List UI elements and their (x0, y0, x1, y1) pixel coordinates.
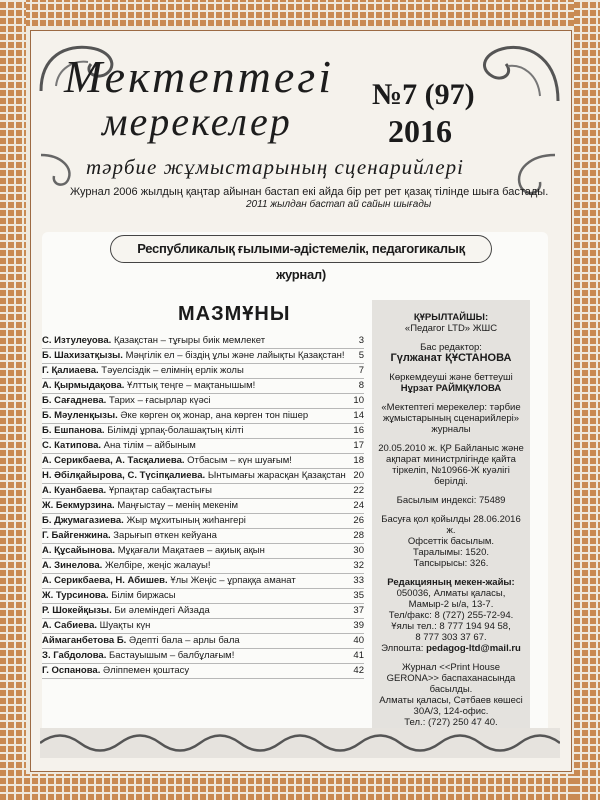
toc-article-title: Әліппемен қоштасу (103, 665, 190, 676)
toc-item (42, 424, 364, 439)
editor-label: Бас редактор: (420, 342, 482, 353)
toc-article-title: Тәуелсіздік – елімнің ерлік жолы (101, 365, 244, 376)
toc-author: Г. Қалиаева. (42, 365, 99, 376)
toc-item (42, 394, 364, 409)
address-mobile-2: 8 777 303 37 67. (415, 632, 487, 643)
print-type: Офсеттік басылым. (407, 536, 495, 547)
toc-article-title: Би әлеміндегі Айзада (114, 605, 210, 616)
toc-article-title: Қазақстан – тұғыры биік мемлекет (113, 335, 266, 346)
printer-address: Алматы қаласы, Сәтбаев көшесі 30А/3, 124-офис. (379, 695, 523, 717)
toc-item (42, 589, 364, 604)
toc-article-title: Ұрпақтар сабақтастығы (108, 485, 212, 496)
toc-item (42, 364, 364, 379)
masthead-title-line2: мерекелер (102, 99, 292, 144)
toc-article-title: Ұлы Жеңіс – ұрпаққа аманат (170, 575, 296, 586)
toc-page-number: 18 (353, 455, 364, 466)
toc-article-title: Мәңгілік ел – біздің ұлы және лайықты Қазақстан! (125, 350, 345, 361)
toc-page-number: 40 (353, 635, 364, 646)
toc-item (42, 379, 364, 394)
toc-author: Б. Джумагазиева. (42, 515, 124, 526)
masthead-subtitle: тәрбие жұмыстарының сценарийлері (86, 155, 464, 179)
toc-author: А. Серикбаева, Н. Абишев. (42, 575, 168, 586)
toc-author: А. Құсайынова. (42, 545, 116, 556)
toc-page-number: 3 (358, 335, 364, 346)
toc-list (42, 334, 364, 679)
toc-page-number: 26 (353, 515, 364, 526)
address-street: 050036, Алматы қаласы, Мамыр-2 ы/а, 13-7. (396, 588, 506, 610)
toc-author: С. Изтулеуова. (42, 335, 112, 346)
toc-page-number: 42 (353, 665, 364, 676)
printer-name: Журнал <<Print House GERONA>> баспаханасында басылды. (386, 662, 516, 695)
toc-article-title: Мұқағали Мақатаев – ақиық ақын (117, 545, 265, 556)
toc-item (42, 559, 364, 574)
toc-item (42, 409, 364, 424)
founder: «Педагог LTD» ЖШС (404, 323, 498, 334)
toc-article-title: Білімді ұрпақ-болашақтың кілті (107, 425, 244, 436)
print-order: Тапсырысы: 326. (413, 558, 489, 569)
toc-item (42, 469, 364, 484)
toc-article-title: Әдепті бала – арлы бала (128, 635, 240, 646)
designer-label: Көркемдеуші және беттеуші (389, 372, 513, 383)
toc-page-number: 28 (353, 530, 364, 541)
toc-item (42, 634, 364, 649)
address-mobile-1: Ұялы тел.: 8 777 194 94 58, (391, 621, 511, 632)
toc-article-title: Зарығып өткен кейуана (113, 530, 217, 541)
toc-author: Б. Сағаднева. (42, 395, 107, 406)
toc-author: Б. Шахизатқызы. (42, 350, 123, 361)
toc-item (42, 514, 364, 529)
toc-article-title: Ана тілім – айбыным (103, 440, 196, 451)
toc-page-number: 5 (358, 350, 364, 361)
toc-author: Ж. Бекмурзина. (42, 500, 115, 511)
email-address: pedagog-ltd@mail.ru (426, 643, 521, 654)
printer-phone: Тел.: (727) 250 47 40. (404, 717, 498, 728)
toc-page-number: 16 (353, 425, 364, 436)
toc-author: Р. Шокейқызы. (42, 605, 112, 616)
toc-item (42, 334, 364, 349)
toc-author: Н. Әбілқайырова, С. Түсіпқалиева. (42, 470, 206, 481)
toc-article-title: Шуақты күн (99, 620, 151, 631)
address-label: Редакцияның мекен-жайы: (387, 577, 515, 588)
toc-page-number: 20 (353, 470, 364, 481)
toc-item (42, 499, 364, 514)
toc-item (42, 544, 364, 559)
toc-item (42, 574, 364, 589)
subscription-index: Басылым индексі: 75489 (396, 495, 506, 506)
toc-article-title: Ынтымағы жарасқан Қазақстан (207, 470, 346, 481)
editor-name: Гүлжанат ҚҰСТАНОВА (390, 352, 512, 364)
toc-page-number: 24 (353, 500, 364, 511)
issue-year: 2016 (388, 113, 452, 149)
toc-article-title: Маңғыстау – менің мекенім (117, 500, 238, 511)
toc-page-number: 8 (358, 380, 364, 391)
registration-certificate: 20.05.2010 ж. ҚР Байланыс және ақпарат министрлігінде қайта тіркеліп, №10966-Ж куәлігі берілді. (378, 443, 524, 487)
toc-page-number: 37 (353, 605, 364, 616)
print-signed: Басуға қол қойылды 28.06.2016 ж. (381, 514, 521, 536)
toc-item (42, 664, 364, 679)
toc-author: А. Сабиева. (42, 620, 98, 631)
toc-article-title: Бастауышым – балбұлағым! (109, 650, 235, 661)
toc-item (42, 649, 364, 664)
toc-author: А. Зинелова. (42, 560, 103, 571)
address-phone: Тел/факс: 8 (727) 255-72-94. (388, 610, 514, 621)
toc-article-title: Білім биржасы (111, 590, 176, 601)
toc-item (42, 454, 364, 469)
toc-author: Ж. Турсинова. (42, 590, 109, 601)
imprint-panel (372, 300, 530, 740)
journal-type-banner: Республикалық ғылыми-әдістемелік, педагогикалық журнал) (110, 235, 492, 263)
toc-article-title: Желбіре, жеңіс жалауы! (104, 560, 211, 571)
toc-item (42, 529, 364, 544)
toc-article-title: Отбасым – күн шуағым! (187, 455, 292, 466)
print-run: Таралымы: 1520. (412, 547, 489, 558)
toc-author: А. Қырмыдақова. (42, 380, 125, 391)
toc-item (42, 349, 364, 364)
ornamental-border-top (0, 0, 600, 26)
toc-item (42, 619, 364, 634)
publication-note: Журнал 2006 жылдың қаңтар айынан бастап екі айда бір рет рет қазақ тілінде шыға бастады. (70, 186, 549, 198)
toc-item (42, 484, 364, 499)
frequency-note: 2011 жылдан бастап ай сайын шығады (246, 199, 432, 210)
toc-author: З. Габдолова. (42, 650, 107, 661)
toc-page-number: 41 (353, 650, 364, 661)
toc-page-number: 35 (353, 590, 364, 601)
toc-title: МАЗМҰНЫ (178, 303, 291, 325)
email-label: Элпошта: (381, 643, 424, 654)
toc-author: Аймаганбетова Б. (42, 635, 127, 646)
toc-page-number: 30 (353, 545, 364, 556)
toc-page-number: 22 (353, 485, 364, 496)
toc-article-title: Тарих – ғасырлар күәсі (108, 395, 211, 406)
toc-author: С. Катипова. (42, 440, 102, 451)
toc-author: Г. Байгенжина. (42, 530, 111, 541)
toc-article-title: Ұлттық теңге – мақтанышым! (127, 380, 256, 391)
masthead-title-line1: Мектептегі (64, 51, 334, 102)
founder-label: ҚҰРЫЛТАЙШЫ: (413, 312, 489, 323)
toc-author: Б. Мәуленқызы. (42, 410, 118, 421)
toc-page-number: 39 (353, 620, 364, 631)
toc-author: А. Серикбаева, А. Тасқалиева. (42, 455, 185, 466)
toc-page-number: 17 (353, 440, 364, 451)
toc-page-number: 14 (353, 410, 364, 421)
bottom-ornament-band-icon (40, 724, 560, 762)
ornamental-border-left (0, 0, 26, 800)
toc-page-number: 32 (353, 560, 364, 571)
ornamental-border-right (574, 0, 600, 800)
toc-article-title: Әке көрген оқ жонар, ана көрген тон пішер (120, 410, 309, 421)
toc-author: Б. Ешпанова. (42, 425, 105, 436)
toc-item (42, 439, 364, 454)
designer-name: Нұрзат РАЙМҚҰЛОВА (400, 383, 502, 394)
toc-page-number: 33 (353, 575, 364, 586)
registration-journal: «Мектептегі мерекелер: тәрбие жұмыстарының сценарийлері» журналы (381, 402, 521, 435)
toc-page-number: 10 (353, 395, 364, 406)
corner-ornament-top-right-icon (470, 36, 564, 106)
issue-number: №7 (97) (372, 78, 475, 111)
toc-author: А. Куанбаева. (42, 485, 107, 496)
toc-author: Г. Оспанова. (42, 665, 101, 676)
toc-page-number: 7 (358, 365, 364, 376)
toc-item (42, 604, 364, 619)
toc-article-title: Жыр мұхитының жиһангері (126, 515, 246, 526)
ornamental-border-bottom (0, 774, 600, 800)
